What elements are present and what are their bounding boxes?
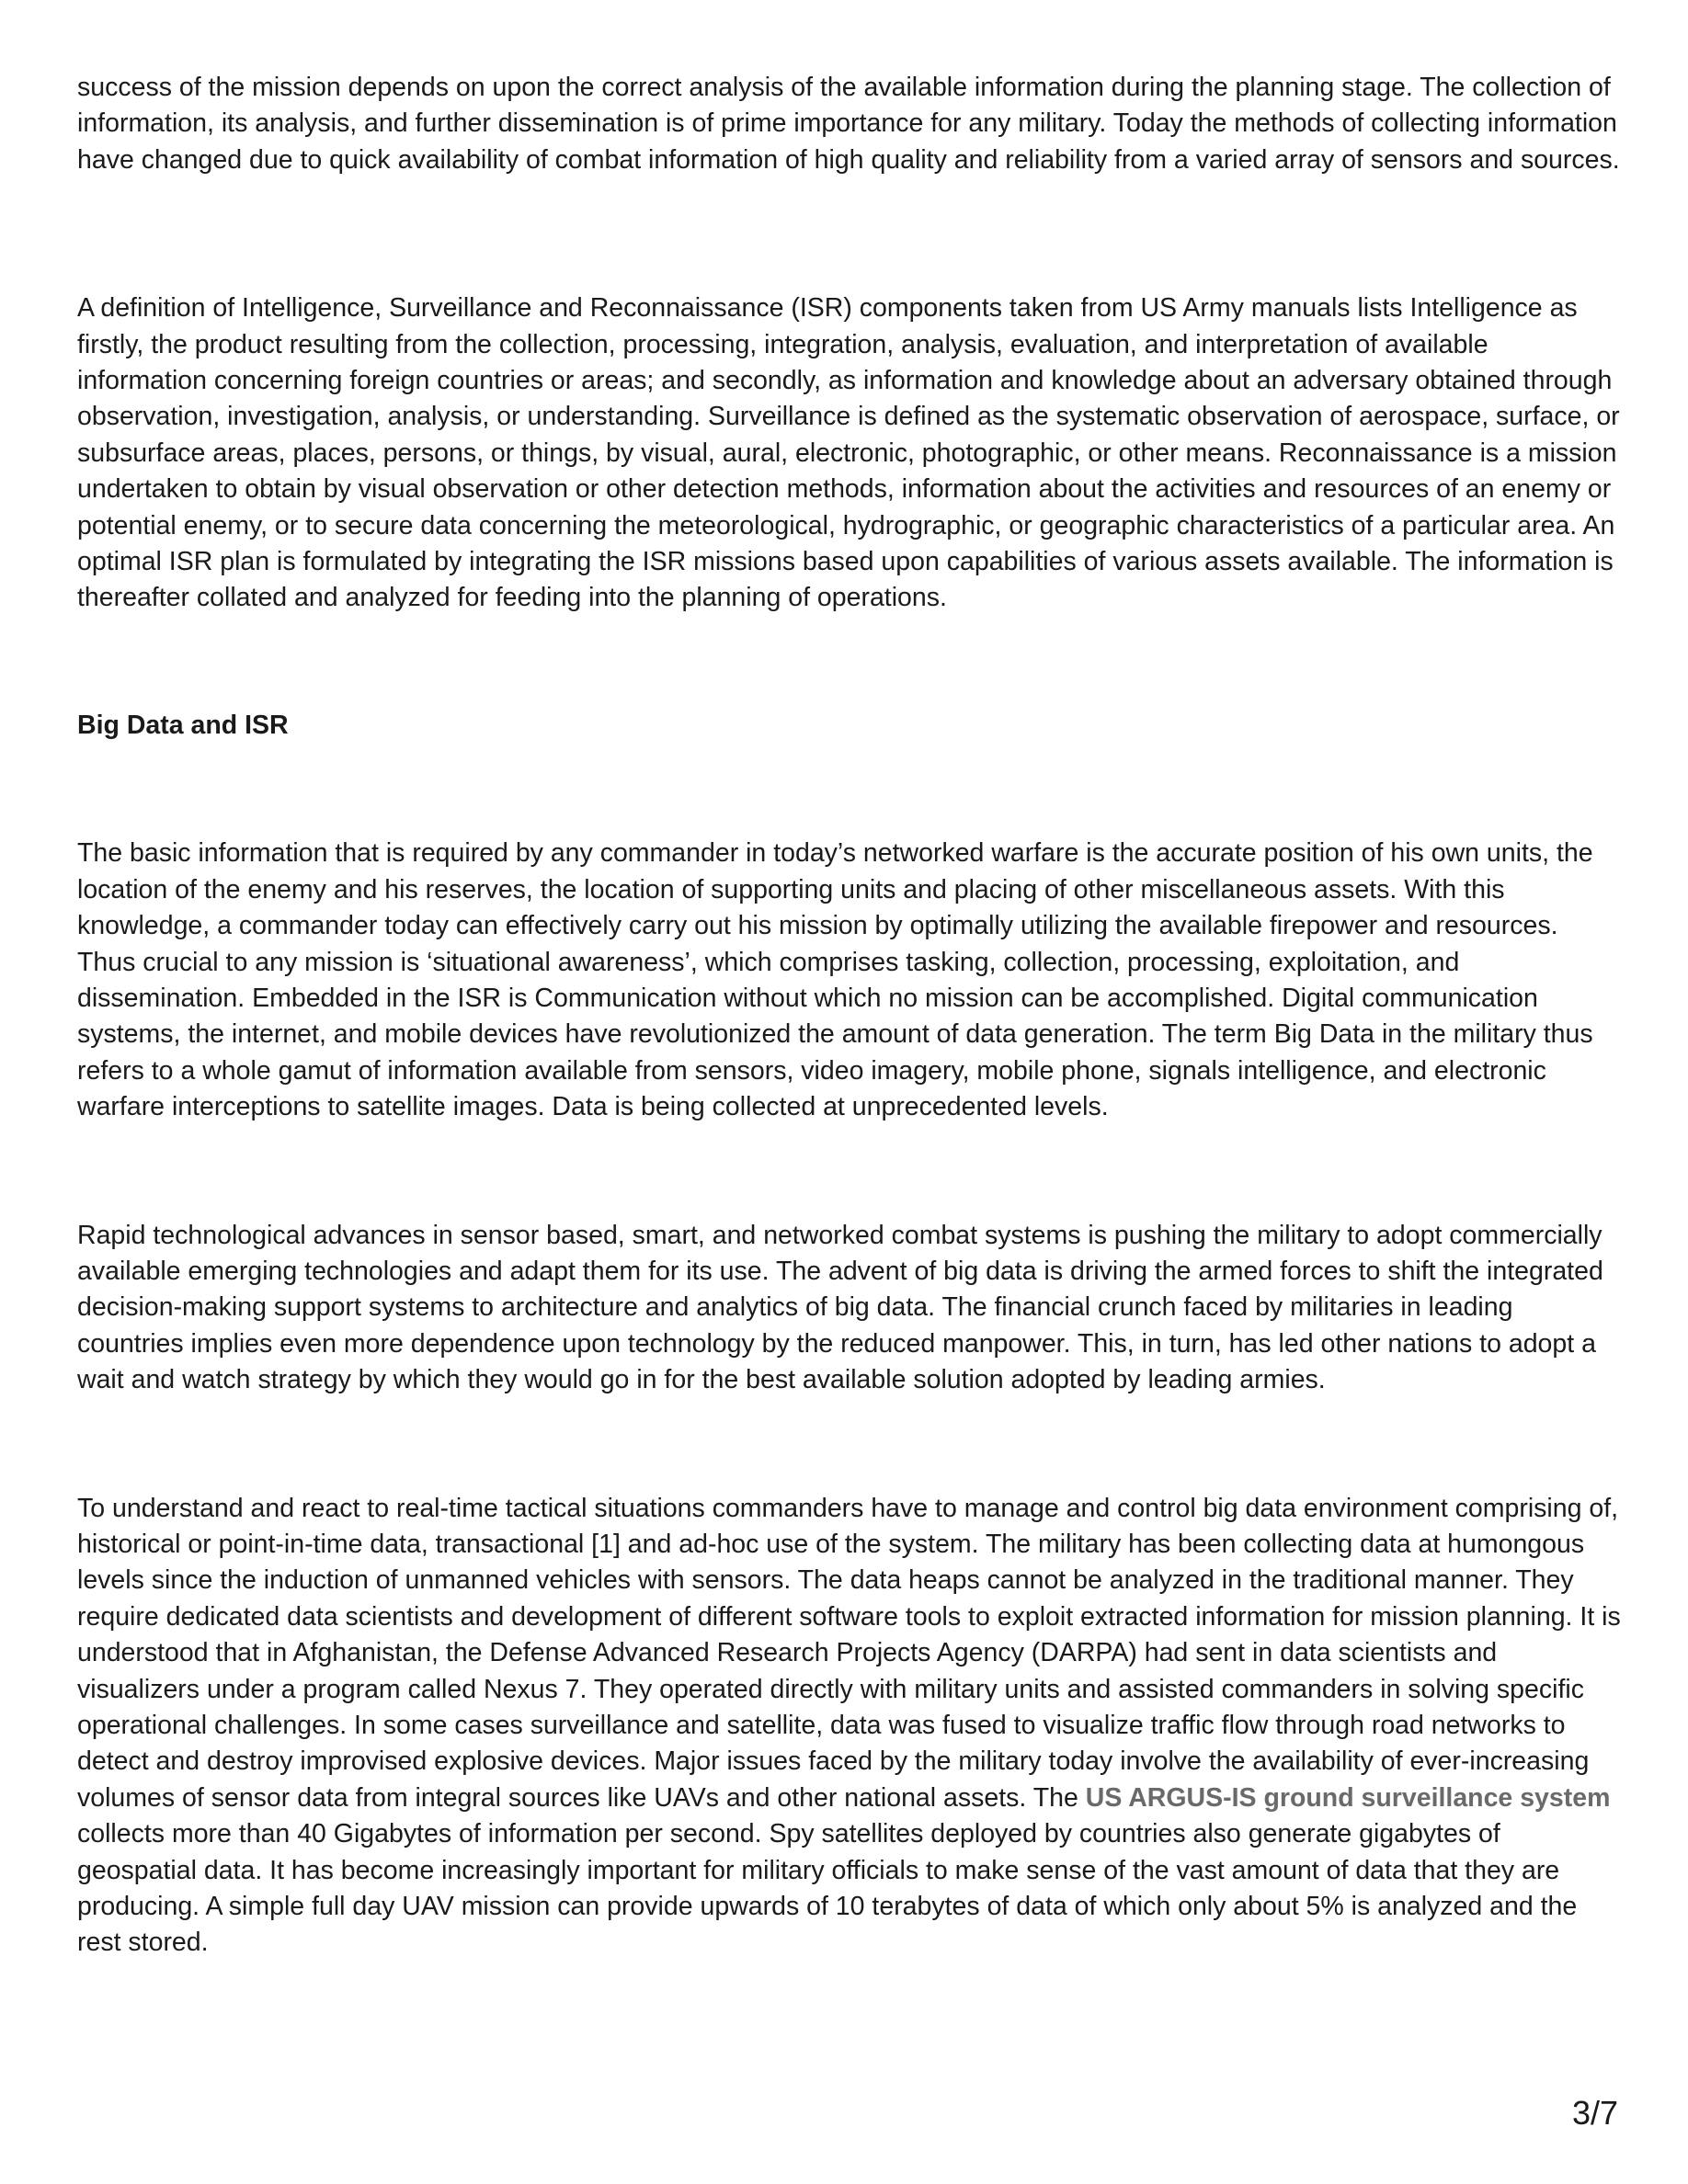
paragraph-text-before-link: To understand and react to real-time tactical situations commanders have to manage and control big data environment comprising of, historical or point-in-time data, transactional [1] and ad-hoc use of the system. The military has been collecting data at humongous levels since the induction of unmanned vehicles with sensors. The data heaps cannot be analyzed in the traditional manner. They require dedicated data scientists and development of different software tools to exploit extracted information for mission planning. It is understood that in Afghanistan, the Defense Advanced Research Projects Agency (DARPA) had sent in data scientists and visualizers under a program called Nexus 7. They operated directly with military units and assisted commanders in solving specific operational challenges. In some cases surveillance and satellite, data was fused to visualize traffic flow through road networks to detect and destroy improvised explosive devices. Major issues faced by the military today involve the availability of ever-increasing volumes of sensor data from integral sources like UAVs and other national assets. The xyxy=(77,1493,1621,1813)
document-page xyxy=(77,70,1622,1962)
paragraph-big-data-environment xyxy=(77,1491,1622,1962)
page-number: 3/7 xyxy=(1571,2094,1618,2132)
paragraph-text-after-link: collects more than 40 Gigabytes of information per second. Spy satellites deployed by countries also generate gigabytes of geospatial data. It has become increasingly important for military officials to make sense of the vast amount of data that they are producing. A simple full day UAV mission can provide upwards of 10 terabytes of data of which only about 5% is analyzed and the rest stored. xyxy=(77,1819,1578,1958)
paragraph-isr-definition: A definition of Intelligence, Surveillance and Reconnaissance (ISR) components taken from US Army manuals lists Intelligence as firstly, the product resulting from the collection, processing, integration, analysis, evaluation, and interpretation of available information concerning foreign countries or areas; and secondly, as information and knowledge about an adversary obtained through observation, investigation, analysis, or understanding. Surveillance is defined as the systematic observation of aerospace, surface, or subsurface areas, places, persons, or things, by visual, aural, electronic, photographic, or other means. Reconnaissance is a mission undertaken to obtain by visual observation or other detection methods, information about the activities and resources of an enemy or potential enemy, or to secure data concerning the meteorological, hydrographic, or geographic characteristics of a particular area. An optimal ISR plan is formulated by integrating the ISR missions based upon capabilities of various assets available. The information is thereafter collated and analyzed for feeding into the planning of operations. xyxy=(77,293,1620,613)
section-heading: Big Data and ISR xyxy=(77,710,289,740)
paragraph-technological-advances: Rapid technological advances in sensor based, smart, and networked combat systems is pushing the military to adopt commercially available emerging technologies and adapt them for its use. The advent of big data is driving the armed forces to shift the integrated decision-making support systems to architecture and analytics of big data. The financial crunch faced by militaries in leading countries implies even more dependence upon technology by the reduced manpower. This, in turn, has led other nations to adopt a wait and watch strategy by which they would go in for the best available solution adopted by leading armies. xyxy=(77,1220,1603,1395)
paragraph-mission-analysis: success of the mission depends on upon the correct analysis of the available information during the planning stage. The collection of information, its analysis, and further dissemination is of prime importance for any military. Today the methods of collecting information have changed due to quick availability of combat information of high quality and reliability from a varied array of sensors and sources. xyxy=(77,73,1620,175)
argus-is-link[interactable]: US ARGUS-IS ground surveillance system xyxy=(1085,1782,1611,1813)
paragraph-situational-awareness: The basic information that is required by any commander in today’s networked warfare is the accurate position of his own units, the location of the enemy and his reserves, the location of supporting units and placing of other miscellaneous assets. With this knowledge, a commander today can effectively carry out his mission by optimally utilizing the available firepower and resources. Thus crucial to any mission is ‘situational awareness’, which comprises tasking, collection, processing, exploitation, and dissemination. Embedded in the ISR is Communication without which no mission can be accomplished. Digital communication systems, the internet, and mobile devices have revolutionized the amount of data generation. The term Big Data in the military thus refers to a whole gamut of information available from sensors, video imagery, mobile phone, signals intelligence, and electronic warfare interceptions to satellite images. Data is being collected at unprecedented levels. xyxy=(77,838,1593,1122)
